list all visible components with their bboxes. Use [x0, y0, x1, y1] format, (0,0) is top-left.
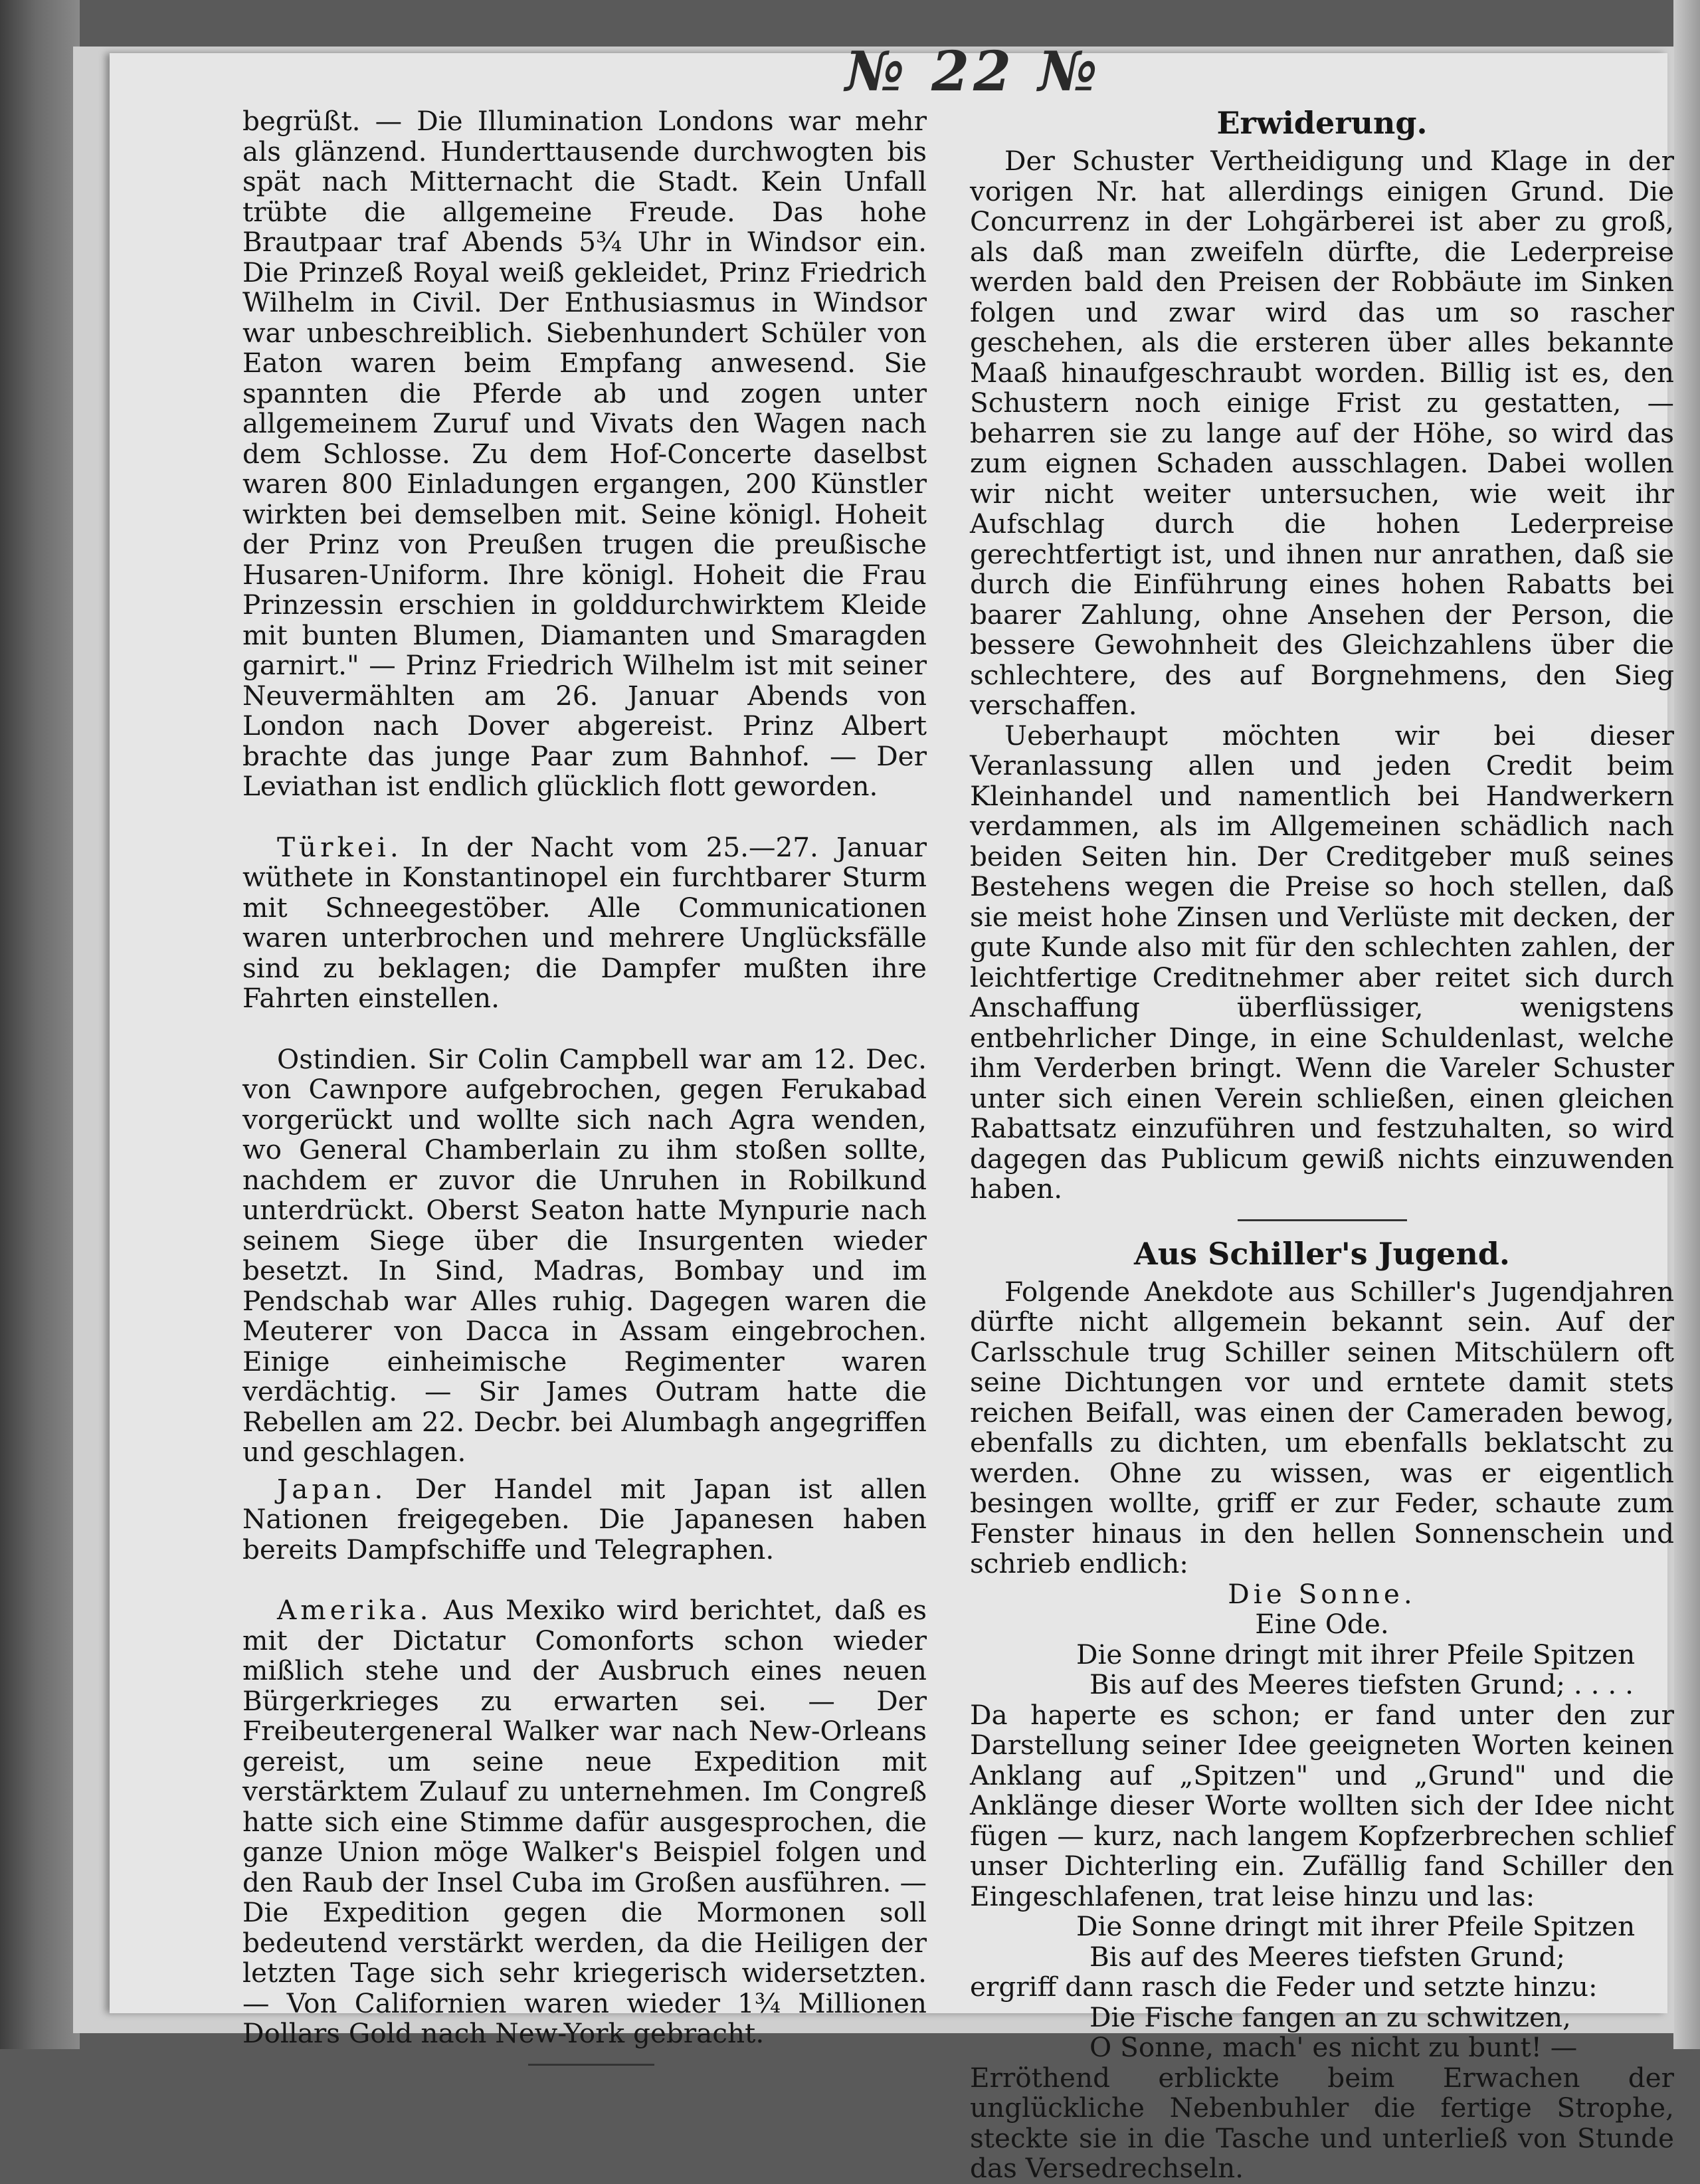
erwiderung-paragraph-1: Der Schuster Vertheidigung und Klage in der vorigen Nr. hat allerdings einigen Grund. Die Concurrenz in der Lohgärbereі ist aber zu groß, als daß man zweifeln dürfte, die Lederpreise werden bald den Preisen der Robbäute im Sinken folgen und zwar wird das um so rascher geschehen, als die ersteren über alles bekannte Maaß hinaufgeschraubt worden. Billig ist es, den Schustern noch einige Frist zu gestatten, — beharren sie zu lange auf der Höhe, so wird das zum eignen Schaden ausschlagen. Dabei wollen wir nicht weiter untersuchen, wie weit ihr Aufschlag durch die hohen Lederpreise gerechtfertigt ist, und ihnen nur anrathen, daß sie durch die Einführung eines hohen Rabatts bei baarer Zahlung, ohne Ansehen der Person, die bessere Gewohnheit des Gleichzahlens über die schlechtere, des auf Borgnehmens, den Sieg verschaffen. [970, 145, 1674, 721]
japan-label: Japan. [277, 1472, 387, 1505]
schiller-middle: Da haperte es schon; er fand unter den zur Darstellung seiner Idee geeigneten Worten keinen Anklang auf „Spitzen" und „Grund" und die Anklänge dieser Worte wollten sich der Idee nicht fügen — kurz, nach langem Kopfzerbrechen schlief unser Dichterling ein. Zufällig fand Schiller den Eingeschlafenen, trat leise hinzu und las: [970, 1698, 1674, 1912]
ostindien-label: Ostindien. [277, 1042, 418, 1075]
poem-verse-line: Die Fische fangen an zu schwitzen, [1089, 2001, 1571, 2033]
erwiderung-heading: Erwiderung. [1216, 105, 1428, 141]
tuerkei-paragraph [242, 833, 927, 1014]
poem-verse-line: Bis auf des Meeres tiefsten Grund; . . . . [1089, 1668, 1634, 1700]
amerika-label: Amerika. [277, 1594, 432, 1626]
tuerkei-label: Türkei. [277, 831, 403, 863]
london-paragraph: begrüßt. — Die Illumination Londons war mehr als glänzend. Hunderttausende durchwogten bis spät nach Mitternacht die Stadt. Kein Unfall trübte die allgemeine Freude. Das hohe Brautpaar traf Abends 5¾ Uhr in Windsor ein. Die Prinzeß Royal weiß gekleidet, Prinz Friedrich Wilhelm in Civil. Der Enthusiasmus in Windsor war unbeschreiblich. Siebenhundert Schüler von Eaton waren beim Empfang anwesend. Sie spannten die Pferde ab und zogen unter allgemeinem Zuruf und Vivats den Wagen nach dem Schlosse. Zu dem Hof-Concerte daselbst waren 800 Einladungen ergangen, 200 Künstler wirkten bei demselben mit. Seine königl. Hoheit der Prinz von Preußen trugen die preußische Husaren-Uniform. Ihre königl. Hoheit die Frau Prinzessin erschien in golddurchwirktem Kleide mit bunten Blumen, Diamanten und Smaragden garnirt." — Prinz Friedrich Wilhelm ist mit seiner Neuvermählten am 26. Januar Abends von London nach Dover abgereist. Prinz Albert brachte das junge Paar zum Bahnhof. — Der Leviathan ist endlich glücklich flott geworden. [242, 105, 927, 802]
japan-text: Der Handel mit Japan ist allen Nationen freigegeben. Die Japanesen haben bereits Dampfschiffe und Telegraphen. [242, 1472, 927, 1565]
right-column [970, 106, 1674, 2184]
scan-background-left [0, 0, 80, 2049]
schiller-heading: Aus Schiller's Jugend. [1134, 1235, 1510, 1272]
schiller-intro: Folgende Anekdote aus Schiller's Jugendjahren dürfte nicht allgemein bekannt sein. Auf der Carlsschule trug Schiller seinen Mitschülern oft seine Dichtungen vor und erntete damit stets reichen Beifall, was einen der Cameraden bewog, ebenfalls zu dichten, um ebenfalls beklatscht zu werden. Ohne zu wissen, was er eigentlich besingen wollte, griff er zur Feder, schaute zum Fenster hinaus in den hellen Sonnenschein und schrieb endlich: [970, 1275, 1674, 1579]
newspaper-page [110, 40, 1674, 2184]
schiller-ergriff: ergriff dann rasch die Feder und setzte hinzu: [970, 1971, 1598, 2003]
erwiderung-paragraph-2: Ueberhaupt möchten wir bei dieser Veranlassung allen und jeden Credit beim Kleinhandel und namentlich bei Handwerkern verdammen, als im Allgemeinen schädlich nach beiden Seiten hin. Der Creditgeber muß seines Bestehens wegen die Preise so hoch stellen, daß sie meist hohe Zinsen und Verlüste mit decken, der gute Kunde also mit für den schlechten zahlen, der leichtfertige Creditnehmer aber reitet sich durch Anschaffung überflüssiger, wenigstens entbehrlicher Dinge, in eine Schuldenlast, welche ihm Verderben bringt. Wenn die Vareler Schuster unter sich einen Verein schließen, einen gleichen Rabattsatz einzuführen und festzuhalten, so wird dagegen das Publicum gewiß nichts einzuwenden haben. [970, 719, 1674, 1205]
poem-subtitle: Eine Ode. [1255, 1608, 1389, 1640]
poem-verse-line: Bis auf des Meeres tiefsten Grund; [1089, 1940, 1566, 1973]
ostindien-text: Sir Colin Campbell war am 12. Dec. von Cawnpore aufgebrochen, gegen Ferukabad vorgerückt und wollte sich nach Agra wenden, wo General Chamberlain zu ihm stoßen sollte, nachdem er zuvor die Unruhen in Robilkund unterdrückt. Oberst Seaton hatte Mynpurie nach seinem Siege über die Insurgenten wieder besetzt. In Sind, Madras, Bombay und im Pendschab war Alles ruhig. Dagegen waren die Meuterer von Dacca in Assam eingebrochen. Einige einheimische Regimenter waren verdächtig. — Sir James Outram hatte die Rebellen am 22. Decbr. bei Alumbagh angegriffen und geschlagen. [242, 1042, 927, 1468]
scan-background-right [1673, 0, 1700, 2049]
left-column [242, 106, 927, 2066]
poem-title: Die Sonne. [1228, 1577, 1416, 1610]
schiller-ending: Erröthend erblickte beim Erwachen der unglückliche Nebenbuhler die fertige Strophe, steckte sie in die Tasche und unterließ von Stunde das Versedrechseln. [970, 2061, 1674, 2184]
page-number: № 22 № [845, 40, 1101, 104]
ostindien-paragraph [242, 1044, 927, 1468]
tuerkei-text: In der Nacht vom 25.—27. Januar wüthete in Konstantinopel ein furchtbarer Sturm mit Schneegestöber. Alle Communicationen waren unterbrochen und mehrere Unglücksfälle sind zu beklagen; die Dampfer mußten ihre Fahrten einstellen. [242, 831, 927, 1014]
section-divider [1238, 1219, 1407, 1221]
amerika-text: Aus Mexiko wird berichtet, daß es mit der Dictatur Comonforts schon wieder mißlich stehe und der Ausbruch eines neuen Bürgerkrieges zu erwarten sei. — Der Freibeutergeneral Walker war nach New-Orleans gereist, um seine neue Expedition mit verstärktem Zulauf zu unternehmen. Im Congreß hatte sich eine Stimme dafür ausgesprochen, die ganze Union möge Walker's Beispiel folgen und den Raub der Insel Cuba im Großen ausführen. — Die Expedition gegen die Mormonen soll bedeutend verstärkt werden, da die Heiligen der letzten Tage sich sehr kriegerisch widersetzten. — Von Californien waren wieder 1¾ Millionen Dollars Gold nach New-York gebracht. [242, 1594, 927, 2049]
amerika-paragraph [242, 1595, 927, 2049]
poem-verse-line: Die Sonne dringt mit ihrer Pfeile Spitzen [1076, 1910, 1636, 1942]
japan-paragraph [242, 1474, 927, 1565]
left-column-divider [528, 2064, 654, 2066]
poem-verse-line: Die Sonne dringt mit ihrer Pfeile Spitzen [1076, 1638, 1636, 1670]
poem-verse-line: O Sonne, mach' es nicht zu bunt! — [1089, 2031, 1578, 2063]
